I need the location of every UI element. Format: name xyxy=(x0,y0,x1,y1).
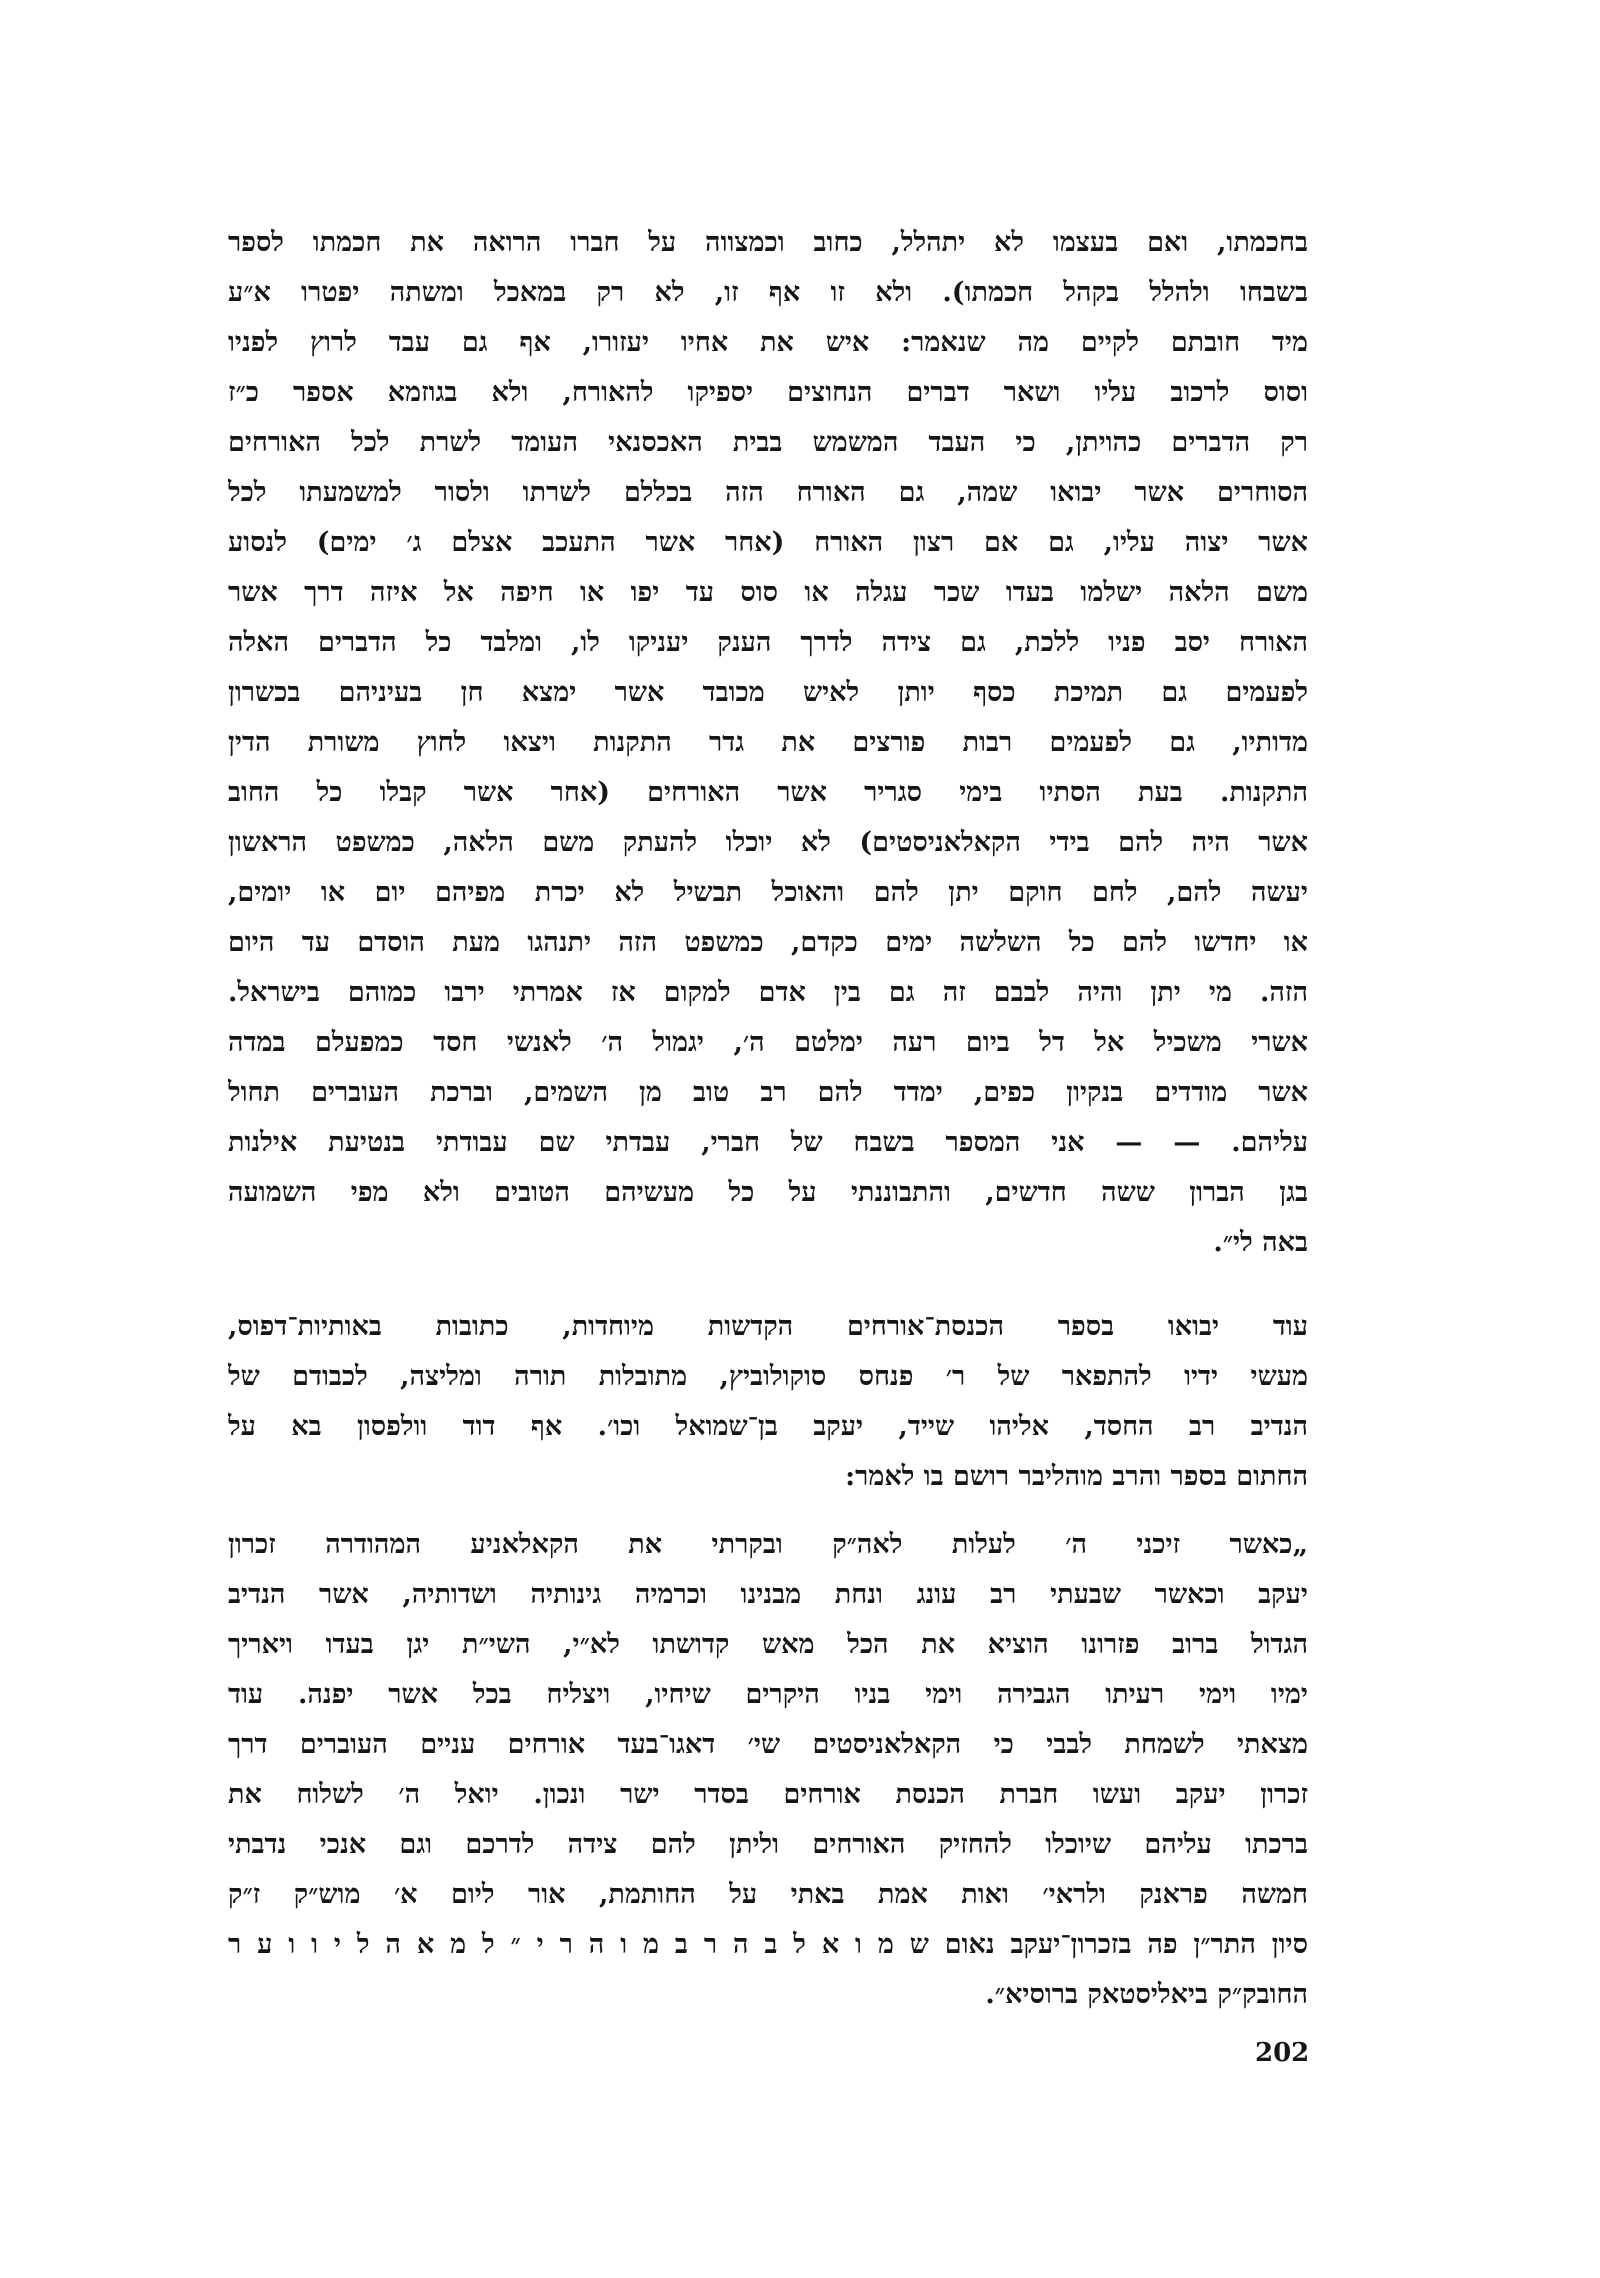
text-line: החובק״ק ביאליסטאק ברוסיא״. xyxy=(985,1979,1308,2010)
text-line: סיון התר״ן פה בזכרון־יעקב נאום ש מ ו א ל ב ה ר ב מ ו ה ר י ״ ל מ א ה ל י ו ו ע ר xyxy=(228,1929,1308,1960)
text-line: מעשי ידיו להתפאר של ר׳ פנחס סוקולוביץ, מתובלות תורה ומליצה, לכבודם של xyxy=(228,1361,1308,1392)
text-line: „כאשר זיכני ה׳ לעלות לאה״ק ובקרתי את הקאלאניע המהודרה זכרון xyxy=(228,1529,1308,1560)
text-line: אשר מודדים בנקיון כפים, ימדד להם רב טוב מן השמים, וברכת העוברים תחול xyxy=(228,1077,1308,1108)
text-line: מדותיו, גם לפעמים רבות פורצים את גדר התקנות ויצאו לחוץ משורת הדין xyxy=(228,727,1308,758)
text-line: הסוחרים אשר יבואו שמה, גם האורח הזה בכללם לשרתו ולסור למשמעתו לכל xyxy=(228,477,1308,508)
text-line: בשבחו ולהלל בקהל חכמתו). ולא זו אף זו, לא רק במאכל ומשתה יפטרו א״ע xyxy=(228,277,1308,308)
text-line: אשרי משכיל אל דל ביום רעה ימלטם ה׳, יגמול ה׳ לאנשי חסד כמפעלם במדה xyxy=(228,1027,1308,1058)
text-line: יעשה להם, לחם חוקם יתן להם והאוכל תבשיל לא יכרת מפיהם יום או יומים, xyxy=(228,877,1308,908)
paragraph-1 xyxy=(228,218,1308,1268)
text-line: עליהם. — — אני המספר בשבח של חברי, עבדתי שם עבודתי בנטיעת אילנות xyxy=(228,1127,1308,1158)
page-number: 202 xyxy=(1255,2038,1310,2068)
text-line: זכרון יעקב ועשו חברת הכנסת אורחים בסדר ישר ונכון. יואל ה׳ לשלוח את xyxy=(228,1779,1308,1810)
text-line: התקנות. בעת הסתיו בימי סגריר אשר האורחים (אחר אשר קבלו כל החוב xyxy=(228,777,1308,808)
text-line: חמשה פראנק ולראי׳ ואות אמת באתי על החותמת, אור ליום א׳ מוש״ק ז״ק xyxy=(228,1879,1308,1910)
text-line: וסוס לרכוב עליו ושאר דברים הנחוצים יספיקו להאורח, ולא בגוזמא אספר כ״ז xyxy=(228,377,1308,408)
paragraph-3-quotation xyxy=(228,1520,1308,2020)
text-line: לפעמים גם תמיכת כסף יותן לאיש מכובד אשר ימצא חן בעיניהם בכשרון xyxy=(228,677,1308,708)
text-line: הנדיב רב החסד, אליהו שייד, יעקב בן־שמואל וכו׳. אף דוד וולפסון בא על xyxy=(228,1411,1308,1442)
text-line: באה לי״. xyxy=(1213,1227,1308,1258)
text-line: בחכמתו, ואם בעצמו לא יתהלל, כחוב וכמצווה על חברו הרואה את חכמתו לספר xyxy=(228,227,1308,258)
text-line: עוד יבואו בספר הכנסת־אורחים הקדשות מיוחדות, כתובות באותיות־דפוס, xyxy=(228,1311,1308,1342)
text-line: ברכתו עליהם שיוכלו להחזיק האורחים וליתן להם צידה לדרכם וגם אנכי נדבתי xyxy=(228,1829,1308,1860)
text-line: האורח יסב פניו ללכת, גם צידה לדרך הענק יעניקו לו, ומלבד כל הדברים האלה xyxy=(228,627,1308,658)
text-line: אשר יצוה עליו, גם אם רצון האורח (אחר אשר התעכב אצלם ג׳ ימים) לנסוע xyxy=(228,527,1308,558)
text-line: הזה. מי יתן והיה לבבם זה גם בין אדם למקום אז אמרתי ירבו כמוהם בישראל. xyxy=(228,977,1308,1008)
text-line: הגדול ברוב פזרונו הוציא את הכל מאש קדושתו לא״י, השי״ת יגן בעדו ויאריך xyxy=(228,1629,1308,1660)
text-line: בגן הברון ששה חדשים, והתבוננתי על כל מעשיהם הטובים ולא מפי השמועה xyxy=(228,1177,1308,1208)
text-line: משם הלאה ישלמו בעדו שכר עגלה או סוס עד יפו או חיפה אל איזה דרך אשר xyxy=(228,577,1308,608)
text-line: ימיו וימי רעיתו הגבירה וימי בניו היקרים שיחיו, ויצליח בכל אשר יפנה. עוד xyxy=(228,1679,1308,1710)
text-line: אשר היה להם בידי הקאלאניסטים) לא יוכלו להעתק משם הלאה, כמשפט הראשון xyxy=(228,827,1308,858)
text-line: יעקב וכאשר שבעתי רב עונג ונחת מבנינו וכרמיה גינותיה ושדותיה, אשר הנדיב xyxy=(228,1579,1308,1610)
text-line: מצאתי לשמחת לבבי כי הקאלאניסטים שי׳ דאגו־בעד אורחים עניים העוברים דרך xyxy=(228,1729,1308,1760)
text-line: או יחדשו להם כל השלשה ימים כקדם, כמשפט הזה יתנהגו מעת הוסדם עד היום xyxy=(228,927,1308,958)
text-line: רק הדברים כהויתן, כי העבד המשמש בבית האכסנאי העומד לשרת לכל האורחים xyxy=(228,427,1308,458)
paragraph-2 xyxy=(228,1302,1308,1502)
text-line: מיד חובתם לקיים מה שנאמר: איש את אחיו יעזורו, אף גם עבד לרוץ לפניו xyxy=(228,327,1308,358)
text-line: החתום בספר והרב מוהליבר רושם בו לאמר: xyxy=(845,1461,1308,1492)
